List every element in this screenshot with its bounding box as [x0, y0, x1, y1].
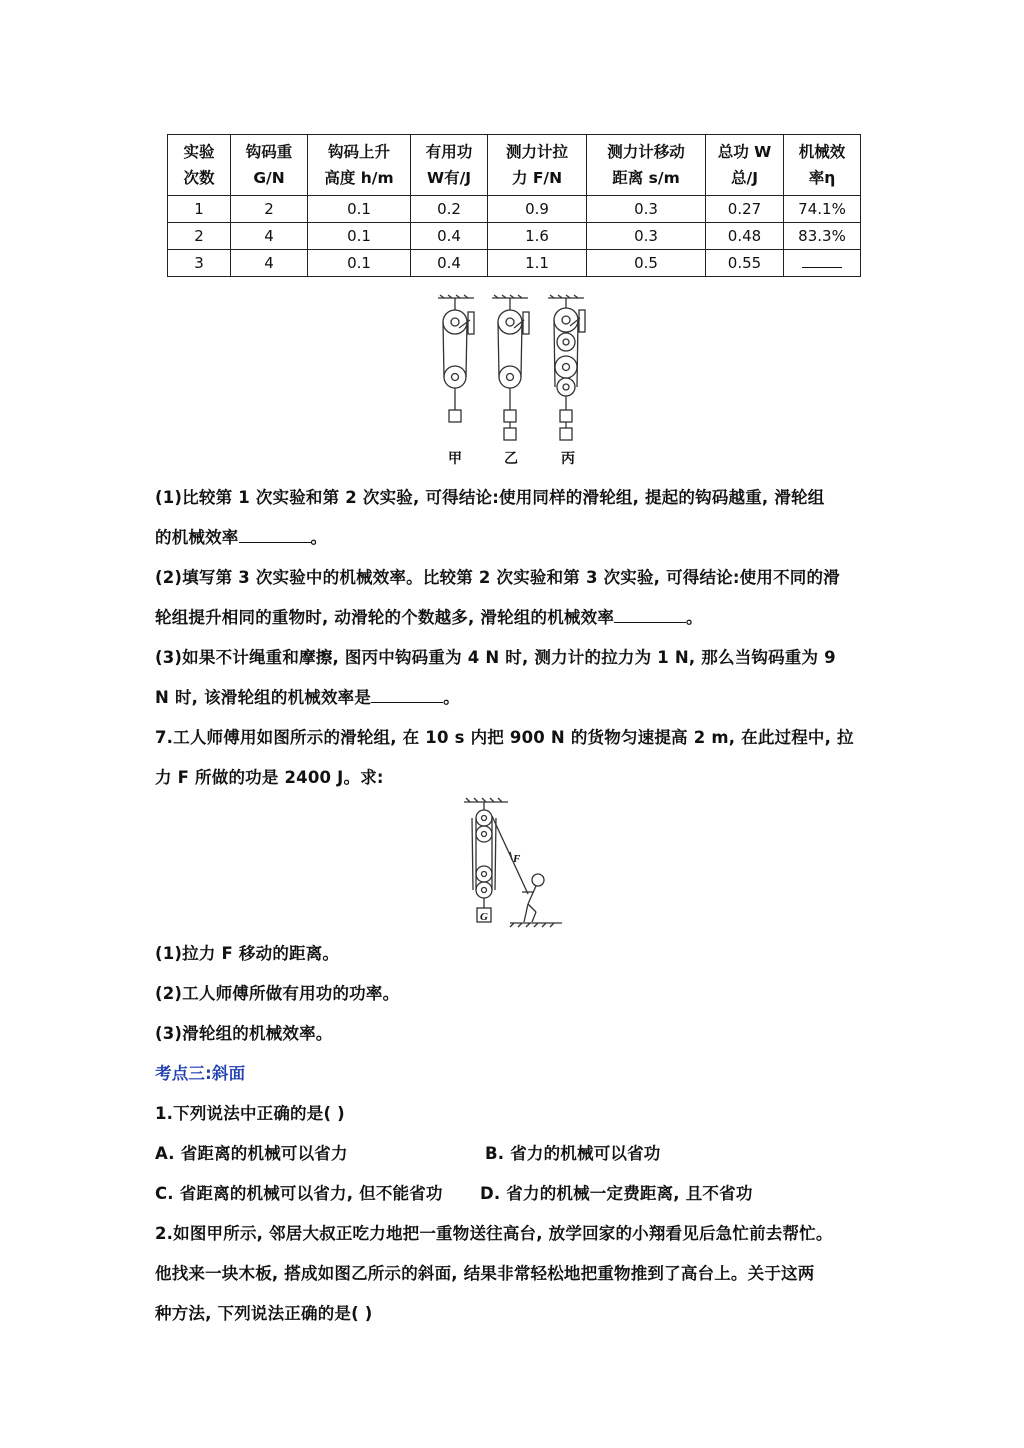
worker-pulley-figure [462, 796, 566, 928]
table-header-cell: 钩码重 G/N [231, 135, 308, 196]
subquestion-3: (3)滑轮组的机械效率。 [155, 1024, 333, 1043]
section-title: 考点三:斜面 [155, 1064, 246, 1083]
question-2-line-1: (2)填写第 3 次实验中的机械效率。比较第 2 次实验和第 3 次实验, 可得结论:使用不同的滑 [155, 568, 840, 587]
question-7-line-2: 力 F 所做的功是 2400 J。求: [155, 768, 384, 787]
pulley-systems-figure [430, 292, 600, 442]
figure-label-yi: 乙 [504, 451, 518, 467]
table-cell: 0.4 [411, 250, 488, 277]
table-header-cell: 钩码上升 高度 h/m [308, 135, 411, 196]
efficiency-blank-cell [784, 250, 861, 277]
figure-label-bing: 丙 [561, 451, 575, 467]
table-cell: 0.1 [308, 250, 411, 277]
table-cell: 0.1 [308, 223, 411, 250]
table-cell: 74.1% [784, 196, 861, 223]
table-row [168, 223, 861, 250]
table-cell: 0.48 [706, 223, 784, 250]
table-header-row [168, 135, 861, 196]
question-1-line-1: (1)比较第 1 次实验和第 2 次实验, 可得结论:使用同样的滑轮组, 提起的钩码越重, 滑轮组 [155, 488, 825, 507]
mc1-option-a: A. 省距离的机械可以省力 [155, 1144, 348, 1163]
question-2-line-2: 轮组提升相同的重物时, 动滑轮的个数越多, 滑轮组的机械效率 。 [155, 608, 703, 627]
table-cell: 83.3% [784, 223, 861, 250]
table-cell: 0.27 [706, 196, 784, 223]
mc2-line-2: 他找来一块木板, 搭成如图乙所示的斜面, 结果非常轻松地把重物推到了高台上。关于这两 [155, 1264, 815, 1283]
subquestion-2: (2)工人师傅所做有用功的功率。 [155, 984, 400, 1003]
table-cell: 2 [231, 196, 308, 223]
mc2-line-3: 种方法, 下列说法正确的是( ) [155, 1304, 373, 1323]
table-cell: 0.5 [587, 250, 706, 277]
table-cell: 4 [231, 250, 308, 277]
table-cell: 0.9 [488, 196, 587, 223]
table-header-cell: 测力计拉 力 F/N [488, 135, 587, 196]
mc1-option-c: C. 省距离的机械可以省力, 但不能省功 [155, 1184, 443, 1203]
table-header-cell: 机械效 率η [784, 135, 861, 196]
table-cell: 0.4 [411, 223, 488, 250]
table-header-cell: 测力计移动 距离 s/m [587, 135, 706, 196]
force-label: F [513, 853, 521, 865]
question-1-line-2: 的机械效率 。 [155, 528, 328, 547]
table-cell: 0.2 [411, 196, 488, 223]
table-row [168, 196, 861, 223]
weight-label: G [480, 911, 488, 923]
pulley-system-yi [492, 295, 529, 440]
table-header-cell: 实验 次数 [168, 135, 231, 196]
table-cell: 1 [168, 196, 231, 223]
figure-label-jia: 甲 [448, 451, 462, 467]
question-3-line-1: (3)如果不计绳重和摩擦, 图丙中钩码重为 4 N 时, 测力计的拉力为 1 N, 那么当钩码重为 9 [155, 648, 836, 667]
mc1-options-cd [155, 1180, 875, 1204]
table-cell: 4 [231, 223, 308, 250]
question-7-line-1: 7.工人师傅用如图所示的滑轮组, 在 10 s 内把 900 N 的货物匀速提高 2 m, 在此过程中, 拉 [155, 728, 854, 747]
pulley-system-jia [438, 295, 474, 422]
mc1-options-ab [155, 1140, 875, 1164]
mc1-option-b: B. 省力的机械可以省功 [485, 1144, 661, 1163]
table-header-cell: 有用功 W有/J [411, 135, 488, 196]
table-cell: 0.3 [587, 223, 706, 250]
subquestion-1: (1)拉力 F 移动的距离。 [155, 944, 340, 963]
table-cell: 3 [168, 250, 231, 277]
table-cell: 1.1 [488, 250, 587, 277]
pulley-system-bing [548, 295, 585, 440]
table-cell: 2 [168, 223, 231, 250]
mc1-option-d: D. 省力的机械一定费距离, 且不省功 [480, 1184, 753, 1203]
table-cell: 1.6 [488, 223, 587, 250]
table-row [168, 250, 861, 277]
mc1-stem: 1.下列说法中正确的是( ) [155, 1104, 345, 1123]
mc2-line-1: 2.如图甲所示, 邻居大叔正吃力地把一重物送往高台, 放学回家的小翔看见后急忙前去帮忙。 [155, 1224, 833, 1243]
question-3-line-2: N 时, 该滑轮组的机械效率是 。 [155, 688, 460, 707]
table-cell: 0.1 [308, 196, 411, 223]
table-cell: 0.55 [706, 250, 784, 277]
table-header-cell: 总功 W 总/J [706, 135, 784, 196]
table-cell: 0.3 [587, 196, 706, 223]
experiment-table [167, 134, 861, 277]
